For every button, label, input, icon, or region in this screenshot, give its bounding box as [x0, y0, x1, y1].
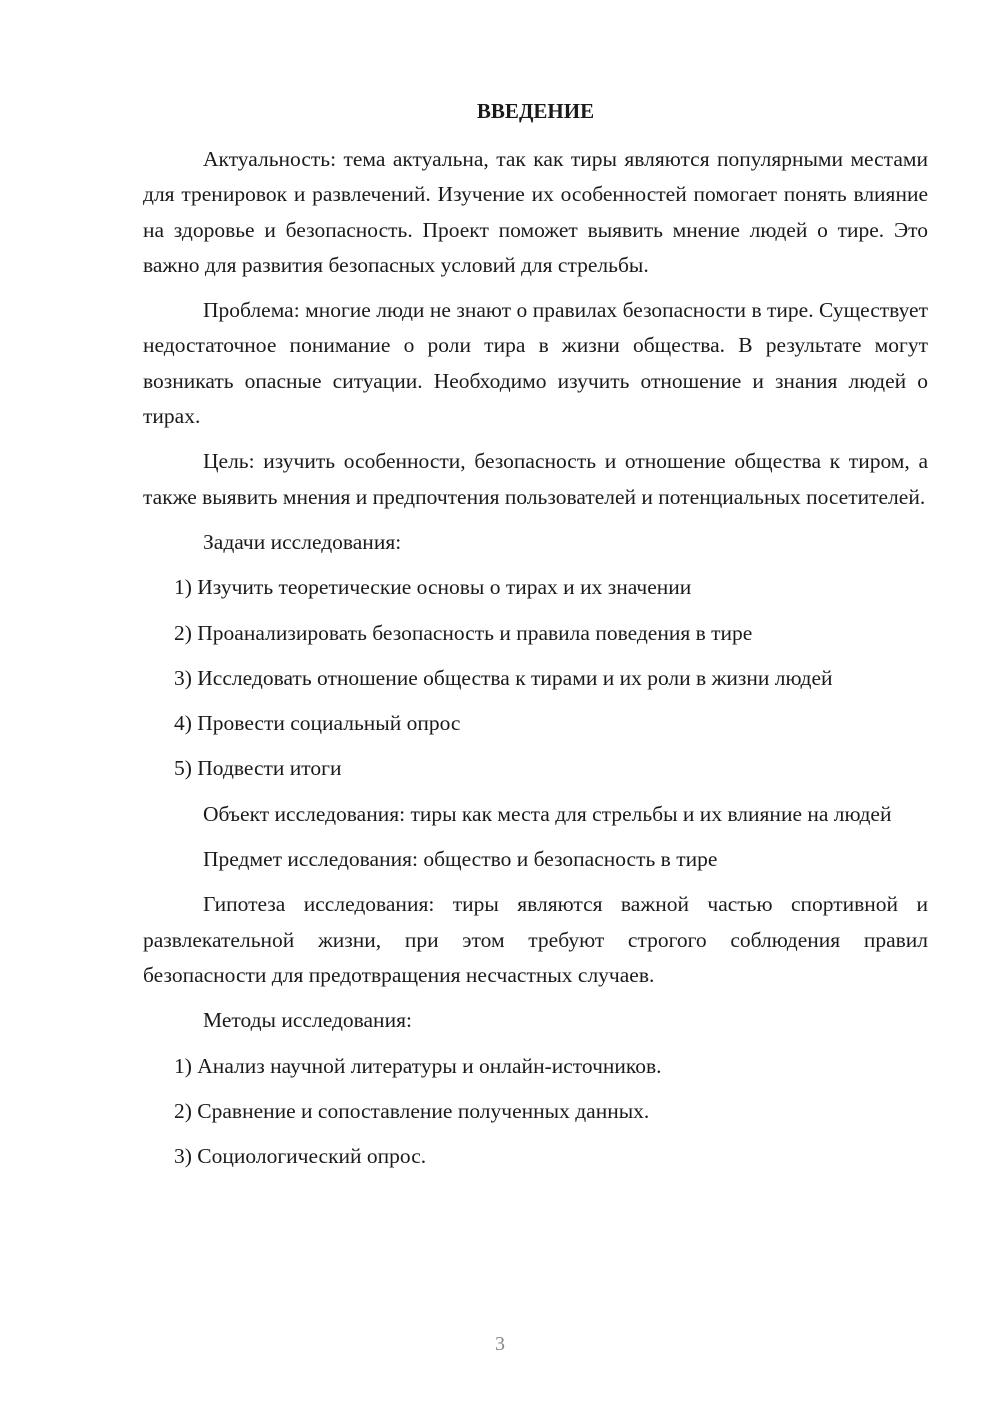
- method-item: 3) Социологический опрос.: [174, 1144, 427, 1169]
- goal-paragraph: Цель: изучить особенности, безопасность и отношение общества к тиром, а также выявить мнения и предпочтения пользователей и потенциальных посетителей.: [143, 449, 928, 509]
- document-title: ВВЕДЕНИЕ: [476, 99, 595, 123]
- problem-paragraph: Проблема: многие люди не знают о правилах безопасности в тире. Существует недостаточное понимание о роли тира в жизни общества. В результате могут возникать опасные ситуации. Необходимо изучить отношение и знания людей о тирах.: [143, 298, 928, 429]
- task-item: 1) Изучить теоретические основы о тирах и их значении: [174, 575, 692, 600]
- task-item: 5) Подвести итоги: [174, 756, 342, 781]
- task-item: 2) Проанализировать безопасность и правила поведения в тире: [174, 620, 753, 645]
- tasks-heading: Задачи исследования:: [203, 529, 402, 554]
- subject-paragraph: Предмет исследования: общество и безопасность в тире: [203, 847, 718, 872]
- relevance-paragraph: Актуальность: тема актуальна, так как тиры являются популярными местами для тренировок и развлечений. Изучение их особенностей помогает понять влияние на здоровье и безопасность. Проект поможет выявить мнение людей о тире. Это важно для развития безопасных условий для стрельбы.: [143, 147, 928, 277]
- task-item: 3) Исследовать отношение общества к тирами и их роли в жизни людей: [174, 665, 833, 690]
- object-paragraph: Объект исследования: тиры как места для стрельбы и их влияние на людей: [203, 801, 892, 826]
- method-item: 2) Сравнение и сопоставление полученных данных.: [174, 1098, 650, 1123]
- page-number: 3: [495, 1333, 505, 1355]
- method-item: 1) Анализ научной литературы и онлайн-источников.: [174, 1053, 662, 1078]
- document-page: [143, 93, 928, 1184]
- methods-heading: Методы исследования:: [203, 1008, 412, 1033]
- hypothesis-paragraph: Гипотеза исследования: тиры являются важной частью спортивной и развлекательной жизни, при этом требуют строгого соблюдения правил безопасности для предотвращения несчастных случаев.: [143, 892, 928, 987]
- task-item: 4) Провести социальный опрос: [174, 711, 461, 736]
